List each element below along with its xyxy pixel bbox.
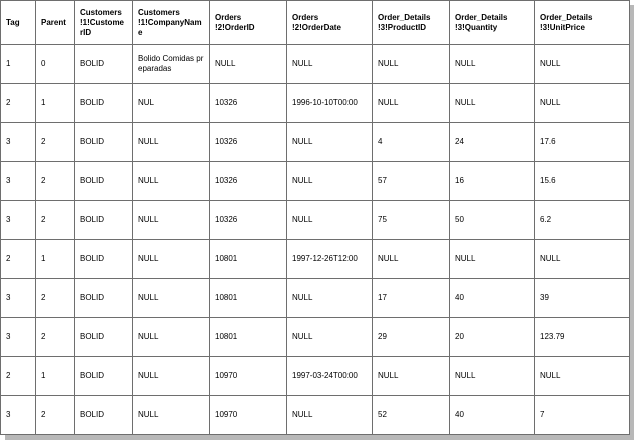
header-product-id-text: Order_Details !3!ProductID	[378, 12, 431, 32]
cell-quantity: NULL	[450, 240, 535, 279]
cell-company-name: NULL	[133, 201, 210, 240]
header-company-name	[133, 1, 210, 45]
cell-tag: 3	[1, 123, 36, 162]
cell-order-date: NULL	[287, 318, 373, 357]
cell-quantity: 50	[450, 201, 535, 240]
header-order-id-text: Orders !2!OrderID	[215, 12, 255, 32]
cell-order-id: 10801	[210, 318, 287, 357]
table-row	[1, 84, 630, 123]
cell-order-date: NULL	[287, 162, 373, 201]
cell-parent: 1	[36, 357, 75, 396]
cell-customer-id: BOLID	[75, 201, 133, 240]
cell-tag: 2	[1, 357, 36, 396]
cell-company-name: NULL	[133, 396, 210, 435]
header-quantity-text: Order_Details !3!Quantity	[455, 12, 508, 32]
header-customer-id	[75, 1, 133, 45]
cell-customer-id: BOLID	[75, 279, 133, 318]
header-order-date-text: Orders !2!OrderDate	[292, 12, 341, 32]
header-tag: Tag	[1, 1, 36, 45]
cell-customer-id: BOLID	[75, 357, 133, 396]
cell-unit-price: NULL	[535, 357, 630, 396]
cell-tag: 3	[1, 396, 36, 435]
cell-unit-price: 15.6	[535, 162, 630, 201]
cell-parent: 2	[36, 162, 75, 201]
cell-quantity: 16	[450, 162, 535, 201]
cell-product-id: 4	[373, 123, 450, 162]
cell-customer-id: BOLID	[75, 123, 133, 162]
table-row	[1, 123, 630, 162]
cell-quantity: NULL	[450, 45, 535, 84]
cell-company-name: NULL	[133, 240, 210, 279]
cell-parent: 0	[36, 45, 75, 84]
cell-product-id: NULL	[373, 357, 450, 396]
cell-unit-price: 7	[535, 396, 630, 435]
table-row	[1, 240, 630, 279]
header-order-date	[287, 1, 373, 45]
cell-quantity: 24	[450, 123, 535, 162]
cell-company-name: NULL	[133, 123, 210, 162]
cell-customer-id: BOLID	[75, 84, 133, 123]
cell-quantity: 20	[450, 318, 535, 357]
cell-order-id: 10326	[210, 123, 287, 162]
header-unit-price	[535, 1, 630, 45]
cell-quantity: NULL	[450, 84, 535, 123]
cell-parent: 2	[36, 318, 75, 357]
cell-order-date: NULL	[287, 201, 373, 240]
cell-order-date: NULL	[287, 123, 373, 162]
cell-unit-price: NULL	[535, 45, 630, 84]
header-customer-id-text: Customers !1!CustomerID	[80, 7, 125, 37]
cell-company-name: NULL	[133, 162, 210, 201]
header-row	[1, 1, 630, 45]
cell-unit-price: NULL	[535, 84, 630, 123]
cell-parent: 1	[36, 84, 75, 123]
header-parent: Parent	[36, 1, 75, 45]
cell-order-date: 1996-10-10T00:00	[287, 84, 373, 123]
table-row	[1, 357, 630, 396]
cell-parent: 2	[36, 201, 75, 240]
cell-product-id: 17	[373, 279, 450, 318]
header-unit-price-text: Order_Details !3!UnitPrice	[540, 12, 593, 32]
header-order-id	[210, 1, 287, 45]
cell-product-id: 29	[373, 318, 450, 357]
cell-tag: 3	[1, 162, 36, 201]
header-product-id	[373, 1, 450, 45]
cell-order-id: 10970	[210, 357, 287, 396]
cell-customer-id: BOLID	[75, 396, 133, 435]
cell-tag: 3	[1, 201, 36, 240]
cell-customer-id: BOLID	[75, 162, 133, 201]
cell-tag: 2	[1, 240, 36, 279]
cell-customer-id: BOLID	[75, 240, 133, 279]
cell-parent: 2	[36, 279, 75, 318]
table-row	[1, 279, 630, 318]
cell-quantity: 40	[450, 279, 535, 318]
cell-company-name: NULL	[133, 279, 210, 318]
cell-order-date: NULL	[287, 45, 373, 84]
cell-order-id: 10326	[210, 201, 287, 240]
cell-order-date: NULL	[287, 279, 373, 318]
table-row	[1, 45, 630, 84]
cell-unit-price: 123.79	[535, 318, 630, 357]
cell-company-name: Bolido Comidas preparadas	[133, 45, 210, 84]
cell-order-date: NULL	[287, 396, 373, 435]
cell-tag: 3	[1, 318, 36, 357]
cell-order-id: NULL	[210, 45, 287, 84]
cell-parent: 2	[36, 123, 75, 162]
cell-unit-price: NULL	[535, 240, 630, 279]
cell-tag: 3	[1, 279, 36, 318]
cell-company-name: NUL	[133, 84, 210, 123]
cell-order-id: 10326	[210, 84, 287, 123]
cell-tag: 2	[1, 84, 36, 123]
table-row	[1, 162, 630, 201]
cell-tag: 1	[1, 45, 36, 84]
cell-company-name: NULL	[133, 357, 210, 396]
cell-unit-price: 17.6	[535, 123, 630, 162]
cell-order-date: 1997-12-26T12:00	[287, 240, 373, 279]
cell-company-name: NULL	[133, 318, 210, 357]
cell-customer-id: BOLID	[75, 318, 133, 357]
table-body	[1, 45, 630, 435]
cell-product-id: 52	[373, 396, 450, 435]
cell-product-id: NULL	[373, 84, 450, 123]
table-row	[1, 318, 630, 357]
header-company-name-text: Customers !1!CompanyName	[138, 7, 202, 37]
table-row	[1, 396, 630, 435]
cell-quantity: NULL	[450, 357, 535, 396]
cell-product-id: NULL	[373, 240, 450, 279]
cell-order-id: 10801	[210, 240, 287, 279]
cell-customer-id: BOLID	[75, 45, 133, 84]
cell-product-id: NULL	[373, 45, 450, 84]
cell-order-id: 10970	[210, 396, 287, 435]
cell-order-date: 1997-03-24T00:00	[287, 357, 373, 396]
cell-order-id: 10326	[210, 162, 287, 201]
cell-unit-price: 6.2	[535, 201, 630, 240]
cell-quantity: 40	[450, 396, 535, 435]
cell-parent: 1	[36, 240, 75, 279]
cell-product-id: 75	[373, 201, 450, 240]
cell-unit-price: 39	[535, 279, 630, 318]
cell-order-id: 10801	[210, 279, 287, 318]
cell-parent: 2	[36, 396, 75, 435]
cell-product-id: 57	[373, 162, 450, 201]
table-row	[1, 201, 630, 240]
header-quantity	[450, 1, 535, 45]
